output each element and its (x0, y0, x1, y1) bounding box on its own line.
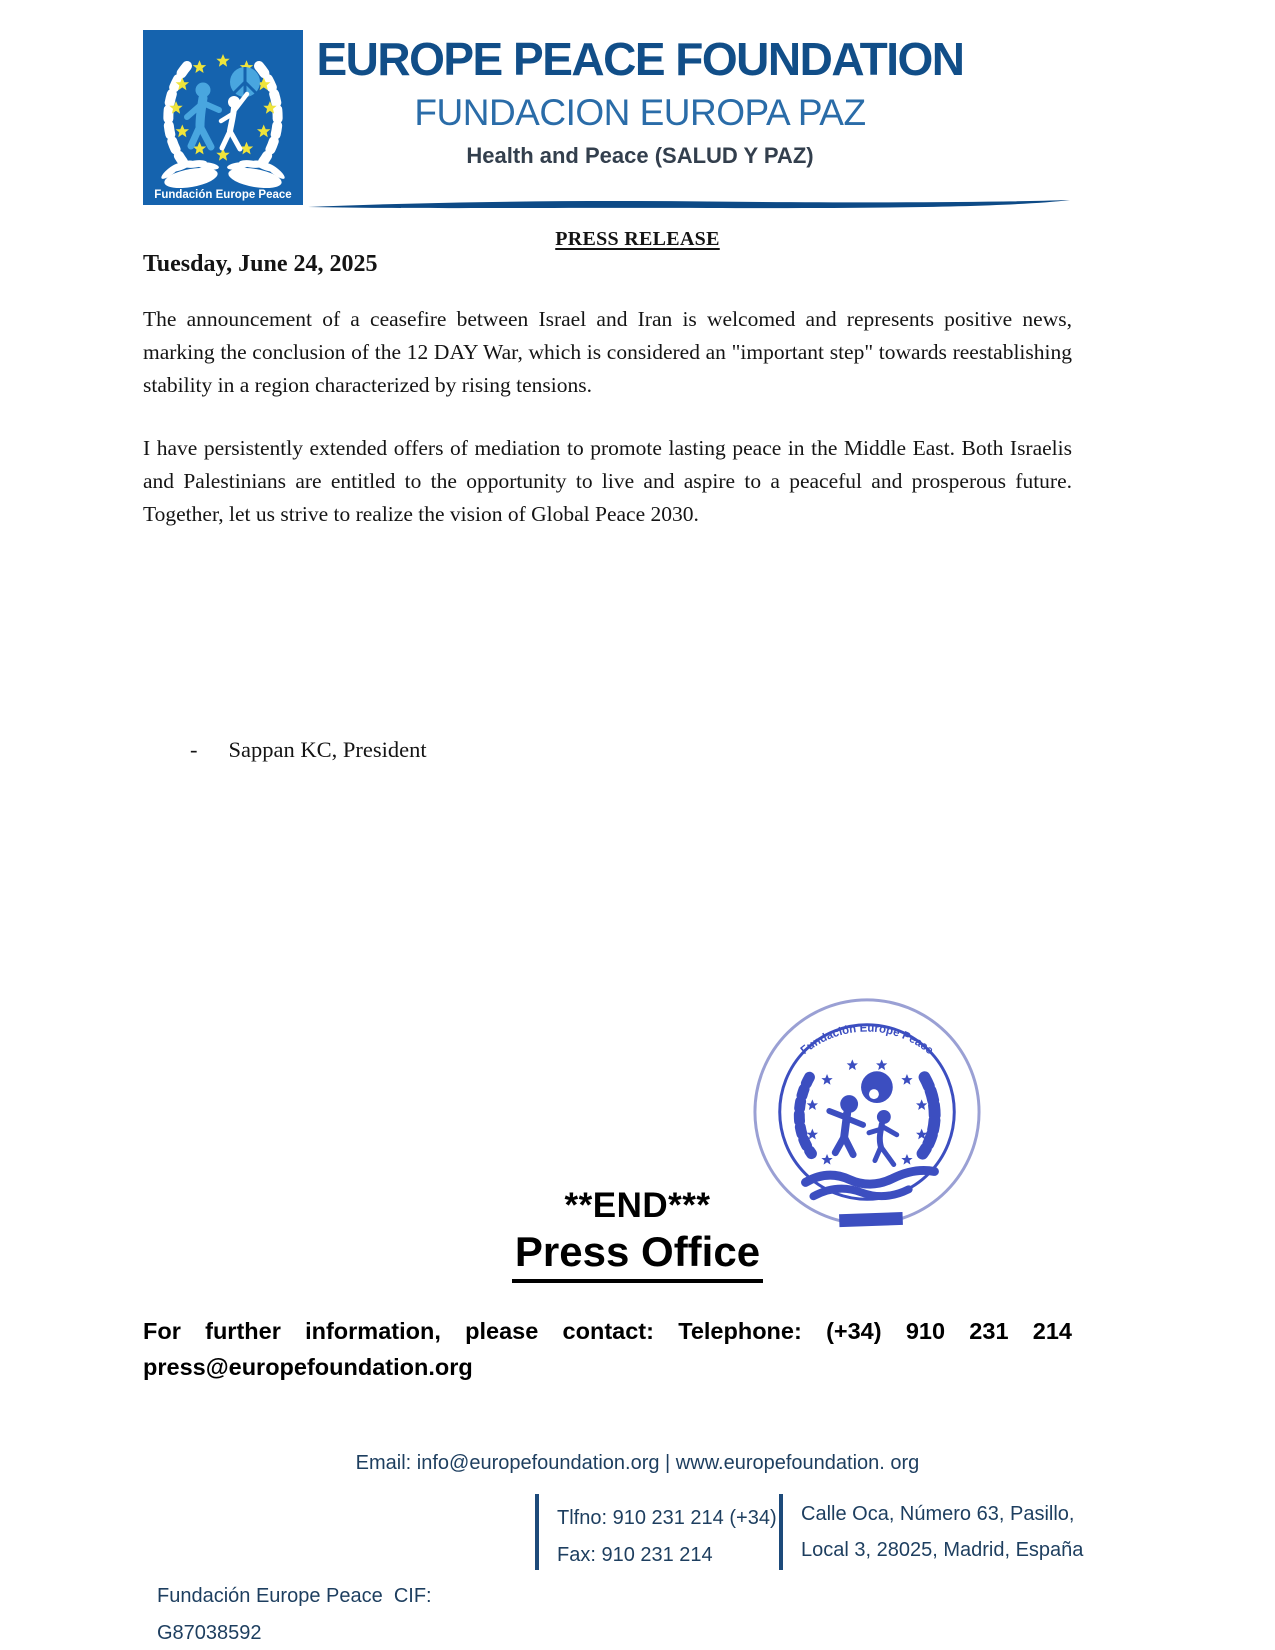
foundation-logo (143, 30, 303, 205)
stamp-arc-text: Fundación Europe Peace (798, 1022, 936, 1058)
footer-columns (157, 1494, 1101, 1650)
paragraph-2: I have persistently extended offers of mediation to promote lasting peace in the Middle East. Both Israelis and Palestinians are entitled to the opportunity to live and aspire to a peaceful and prosperous future. Together, let us strive to realize the vision of Global Peace 2030. (143, 436, 1072, 526)
peace-symbol-icon (230, 67, 260, 97)
footer-fax-line: Fax: 910 231 214 (557, 1544, 713, 1566)
footer-org-cif (157, 1494, 535, 1650)
footer-address-line-2: Local 3, 28025, Madrid, España (801, 1539, 1084, 1561)
press-office-text: Press Office (512, 1228, 763, 1283)
signature-name: Sappan KC, President (228, 737, 427, 762)
contact-info: For further information, please contact: Telephone: (+34) 910 231 214 press@europefoundation.org (143, 1318, 1072, 1380)
date-line: Tuesday, June 24, 2025 (143, 251, 378, 277)
footer-org-cif-line: Fundación Europe Peace CIF: G87038592 (157, 1585, 438, 1644)
org-title: EUROPE PEACE FOUNDATION (316, 33, 964, 85)
svg-text:Fundación Europe Peace (799, 1022, 936, 1057)
body-text (143, 303, 1072, 561)
footer-address (783, 1494, 1101, 1568)
press-office-title (0, 1228, 1275, 1283)
signature-line (143, 737, 427, 763)
footer-address-line-1: Calle Oca, Número 63, Pasillo, (801, 1503, 1075, 1525)
org-subtitle: FUNDACION EUROPA PAZ (414, 91, 866, 133)
foundation-logo-icon (143, 30, 303, 205)
org-tagline: Health and Peace (SALUD Y PAZ) (466, 143, 814, 169)
footer-phone-line: Tlfno: 910 231 214 (+34) (557, 1507, 777, 1529)
logo-caption: Fundación Europe Peace (154, 189, 292, 201)
signature-dash: - (190, 737, 198, 762)
footer-phone (539, 1494, 779, 1574)
header-divider (308, 197, 1070, 213)
footer-email-line: Email: info@europefoundation.org | www.europefoundation. org (355, 1452, 920, 1474)
press-release-heading: PRESS RELEASE (555, 228, 720, 250)
end-marker: **END*** (564, 1186, 711, 1225)
letterhead-titles (310, 34, 970, 169)
paragraph-1: The announcement of a ceasefire between Israel and Iran is welcomed and represents positive news, marking the conclusion of the 12 DAY War, which is considered an "important step" towards reestablishing stability in a region characterized by rising tensions. (143, 307, 1072, 397)
